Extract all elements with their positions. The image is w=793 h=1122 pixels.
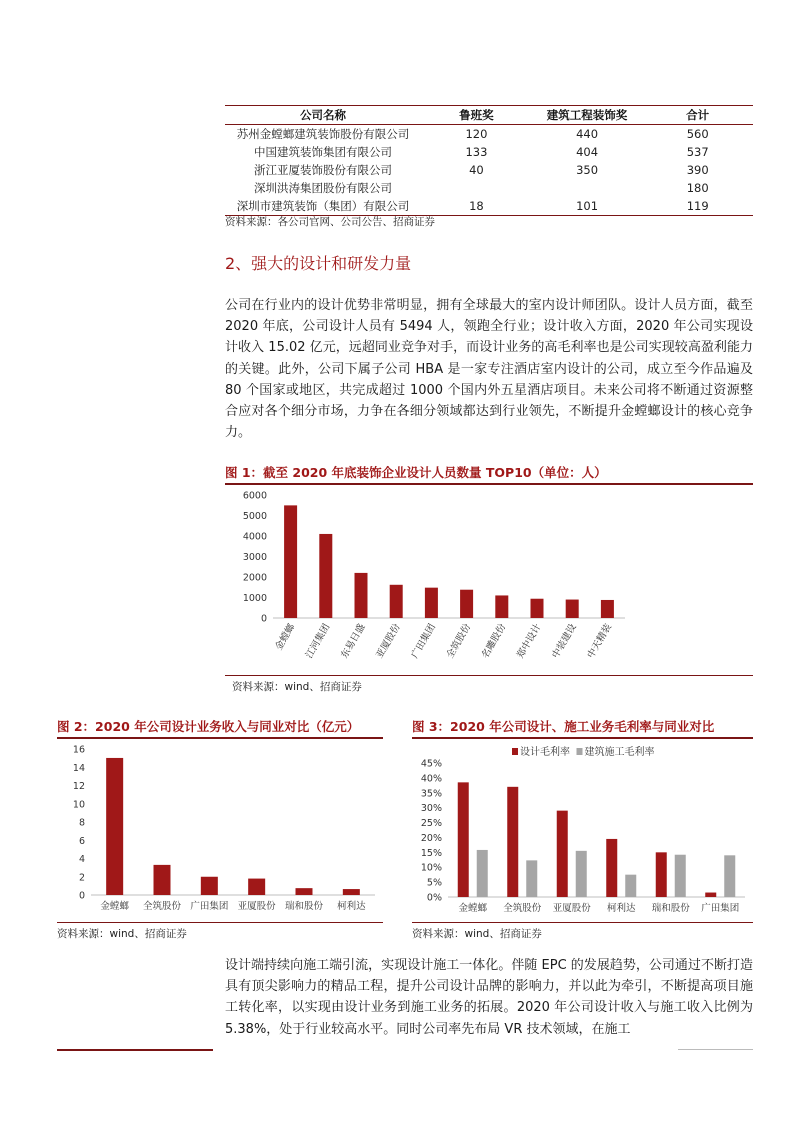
- x-tick-label: 金螳螂: [458, 903, 488, 914]
- cell-luban: 18: [421, 197, 532, 216]
- y-tick-label: 6: [78, 835, 85, 847]
- bar: [284, 505, 297, 618]
- bar: [296, 888, 313, 895]
- bar: [557, 811, 568, 897]
- body-paragraph-2: 设计端持续向施工端引流，实现设计施工一体化。伴随 EPC 的发展趋势，公司通过不断打造具有顶尖影响力的精品工程，提升公司设计品牌的影响力，并以此为牵引，不断提高项目施工转化率，以实现由设计业务到施工业务的拓展。2020 年公司设计收入与施工收入比例为 5.38%，处于行业较高水平。同时公司率先布局 VR 技术领域，在施工: [225, 958, 753, 1037]
- table-row: [225, 125, 753, 144]
- x-tick-label: 金螳螂: [273, 622, 298, 653]
- x-tick-label: 亚厦股份: [552, 903, 591, 914]
- bar: [606, 839, 617, 897]
- table-row: [225, 161, 753, 179]
- fig3-chart: [412, 740, 753, 920]
- fig1-title: 图 1：截至 2020 年底装饰企业设计人员数量 TOP10（单位：人）: [225, 465, 607, 480]
- y-tick-label: 20%: [420, 832, 442, 844]
- x-tick-label: 瑞和股份: [284, 901, 324, 912]
- cell-total: 180: [686, 181, 709, 195]
- cell-total: 537: [686, 145, 709, 159]
- y-tick-label: 12: [72, 781, 85, 792]
- cell-luban: 120: [465, 127, 488, 141]
- y-tick-label: 4000: [242, 531, 267, 543]
- cell-decoration: 101: [532, 197, 643, 216]
- fig1-source: 资料来源：wind、招商证券: [232, 681, 362, 693]
- col-header-decoration: 建筑工程装饰奖: [532, 106, 643, 125]
- fig2-title: 图 2：2020 年公司设计业务收入与同业对比（亿元）: [57, 719, 360, 734]
- cell-total: 390: [686, 163, 709, 177]
- x-tick-label: 全筑股份: [142, 901, 182, 912]
- y-tick-label: 1000: [242, 593, 267, 604]
- x-tick-label: 全筑股份: [503, 903, 542, 914]
- x-tick-label: 亚厦股份: [237, 901, 276, 912]
- bar: [390, 585, 403, 618]
- bar: [526, 860, 537, 897]
- bar: [495, 595, 508, 618]
- col-header-company: 公司名称: [225, 106, 421, 125]
- y-tick-label: 16: [72, 744, 85, 756]
- x-tick-label: 柯利达: [337, 901, 366, 912]
- fig3-source: 资料来源：wind、招商证券: [412, 928, 542, 940]
- bar: [576, 851, 587, 897]
- y-tick-label: 25%: [420, 818, 442, 830]
- bar: [201, 877, 218, 895]
- bar: [705, 893, 716, 897]
- x-tick-label: 广田集团: [409, 622, 438, 661]
- legend-label: 建筑施工毛利率: [584, 747, 655, 758]
- table-row: [225, 143, 753, 161]
- bar: [531, 599, 544, 618]
- x-tick-label: 金螳螂: [100, 901, 129, 912]
- y-tick-label: 15%: [420, 847, 442, 859]
- legend-swatch: [512, 748, 518, 755]
- y-tick-label: 2000: [242, 572, 267, 584]
- y-tick-label: 2: [78, 872, 85, 884]
- bar: [343, 889, 360, 895]
- bar: [656, 852, 667, 897]
- footer-rule-right: [678, 1049, 753, 1050]
- fig3-bottom-rule: [412, 922, 753, 923]
- y-tick-label: 0%: [426, 892, 442, 904]
- bar: [425, 588, 438, 618]
- y-tick-label: 14: [72, 762, 85, 774]
- y-tick-label: 40%: [420, 773, 442, 785]
- fig2-chart: [57, 740, 383, 920]
- bar: [507, 787, 518, 897]
- fig3-title: 图 3：2020 年公司设计、施工业务毛利率与同业对比: [412, 719, 715, 734]
- bar: [460, 590, 473, 618]
- y-tick-label: 45%: [420, 758, 442, 770]
- bar: [625, 875, 636, 897]
- fig2-bottom-rule: [57, 922, 383, 923]
- table-row: [225, 197, 753, 216]
- bar: [154, 865, 171, 895]
- x-tick-label: 郑中设计: [515, 622, 544, 661]
- bar: [675, 855, 686, 897]
- x-tick-label: 东易日盛: [339, 622, 368, 661]
- y-tick-label: 10%: [420, 862, 442, 874]
- y-tick-label: 3000: [242, 552, 267, 563]
- cell-decoration: 440: [576, 127, 599, 141]
- cell-decoration: 350: [576, 163, 599, 177]
- bar: [458, 782, 469, 897]
- bar: [106, 758, 123, 895]
- col-header-luban: 鲁班奖: [421, 106, 532, 125]
- y-tick-label: 5000: [242, 511, 267, 522]
- fig3-title-rule: [412, 737, 753, 739]
- cell-luban: 40: [469, 163, 484, 177]
- table-source: 资料来源：各公司官网、公司公告、招商证券: [225, 216, 435, 228]
- bar: [248, 879, 265, 895]
- cell-decoration: 404: [576, 145, 599, 159]
- fig1-chart: [225, 486, 753, 676]
- y-tick-label: 6000: [242, 490, 267, 502]
- cell-luban: [421, 179, 532, 197]
- x-tick-label: 中装建设: [550, 622, 579, 661]
- x-tick-label: 亚厦股份: [374, 622, 403, 661]
- x-tick-label: 广田集团: [701, 903, 740, 914]
- fig2-source: 资料来源：wind、招商证券: [57, 928, 187, 940]
- x-tick-label: 中天精装: [585, 622, 614, 661]
- footer-rule-left: [57, 1049, 213, 1051]
- cell-company: 深圳市建筑装饰（集团）有限公司: [225, 197, 421, 216]
- section-title: 2、强大的设计和研发力量: [225, 254, 412, 273]
- cell-company: 苏州金螳螂建筑装饰股份有限公司: [236, 127, 410, 141]
- cell-company: 中国建筑装饰集团有限公司: [254, 145, 393, 159]
- fig1-title-rule: [225, 483, 753, 485]
- y-tick-label: 30%: [420, 803, 442, 815]
- y-tick-label: 4: [78, 854, 85, 865]
- y-tick-label: 0: [260, 613, 267, 625]
- bar: [601, 600, 614, 618]
- x-tick-label: 瑞和股份: [651, 903, 690, 914]
- x-tick-label: 柯利达: [606, 903, 636, 914]
- x-tick-label: 全筑股份: [444, 622, 474, 661]
- bar: [724, 855, 735, 897]
- y-tick-label: 8: [78, 817, 85, 829]
- table-header-row: [225, 106, 753, 125]
- col-header-total: 合计: [642, 106, 753, 125]
- bar: [355, 573, 368, 618]
- cell-luban: 133: [465, 145, 488, 159]
- bar: [319, 534, 332, 618]
- cell-company: 浙江亚厦装饰股份有限公司: [254, 163, 393, 177]
- cell-company: 深圳洪涛集团股份有限公司: [254, 181, 393, 195]
- x-tick-label: 江河集团: [303, 622, 333, 661]
- awards-table: [225, 105, 753, 216]
- cell-total: 560: [686, 127, 709, 141]
- bar: [566, 600, 579, 618]
- legend-label: 设计毛利率: [520, 747, 570, 758]
- x-tick-label: 名雕股份: [479, 622, 509, 661]
- fig2-title-rule: [57, 737, 383, 739]
- y-tick-label: 35%: [420, 788, 442, 800]
- table-row: [225, 179, 753, 197]
- fig1-bottom-rule: [225, 675, 753, 676]
- y-tick-label: 10: [72, 799, 85, 811]
- cell-total: 119: [642, 197, 753, 216]
- cell-decoration: [532, 179, 643, 197]
- y-tick-label: 5%: [426, 877, 442, 889]
- legend-swatch: [577, 748, 583, 755]
- bar: [477, 850, 488, 897]
- y-tick-label: 0: [78, 890, 85, 902]
- x-tick-label: 广田集团: [190, 901, 229, 912]
- body-paragraph-1: 公司在行业内的设计优势非常明显，拥有全球最大的室内设计师团队。设计人员方面，截至 2020 年底，公司设计人员有 5494 人，领跑全行业；设计收入方面，2020 年公司实现设计收入 15.02 亿元，远超同业竞争对手，而设计业务的高毛利率也是公司实现较高盈利能力的关键。此外，公司下属子公司 HBA 是一家专注酒店室内设计的公司，成立至今作品遍及 80 个国家或地区，共完成超过 1000 个国内外五星酒店项目。未来公司将不断通过资源整合应对各个细分市场，力争在各细分领域都达到行业领先，不断提升金螳螂设计的核心竞争力。: [225, 298, 753, 441]
